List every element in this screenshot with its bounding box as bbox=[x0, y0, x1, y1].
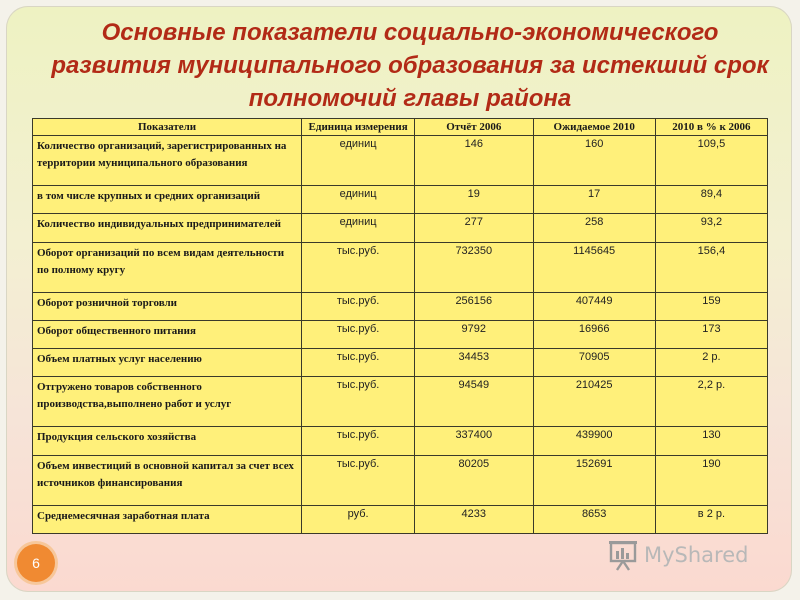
report-2006-cell: 80205 bbox=[415, 455, 533, 505]
unit-cell: тыс.руб. bbox=[302, 455, 415, 505]
expected-2010-cell: 17 bbox=[533, 186, 655, 214]
table-row bbox=[33, 377, 768, 427]
indicator-name-cell: Количество индивидуальных предпринимателей bbox=[33, 214, 302, 242]
unit-cell: тыс.руб. bbox=[302, 377, 415, 427]
myshared-logo bbox=[606, 538, 776, 572]
percent-cell: 156,4 bbox=[655, 242, 767, 292]
header-indicators: Показатели bbox=[33, 119, 302, 136]
table-row bbox=[33, 320, 768, 348]
percent-cell: 93,2 bbox=[655, 214, 767, 242]
unit-cell: руб. bbox=[302, 505, 415, 533]
presentation-board-icon bbox=[606, 538, 640, 572]
indicator-name-cell: Объем платных услуг населению bbox=[33, 349, 302, 377]
percent-cell: 109,5 bbox=[655, 136, 767, 186]
expected-2010-cell: 16966 bbox=[533, 320, 655, 348]
percent-cell: 2 р. bbox=[655, 349, 767, 377]
expected-2010-cell: 439900 bbox=[533, 427, 655, 455]
report-2006-cell: 146 bbox=[415, 136, 533, 186]
expected-2010-cell: 8653 bbox=[533, 505, 655, 533]
report-2006-cell: 94549 bbox=[415, 377, 533, 427]
unit-cell: единиц bbox=[302, 214, 415, 242]
expected-2010-cell: 152691 bbox=[533, 455, 655, 505]
unit-cell: тыс.руб. bbox=[302, 320, 415, 348]
percent-cell: 89,4 bbox=[655, 186, 767, 214]
percent-cell: 159 bbox=[655, 292, 767, 320]
expected-2010-cell: 210425 bbox=[533, 377, 655, 427]
indicator-name-cell: Среднемесячная заработная плата bbox=[33, 505, 302, 533]
indicators-table bbox=[32, 118, 768, 534]
percent-cell: 130 bbox=[655, 427, 767, 455]
percent-cell: 173 bbox=[655, 320, 767, 348]
table-header-row bbox=[33, 119, 768, 136]
indicator-name-cell: Количество организаций, зарегистрированных на территории муниципального образования bbox=[33, 136, 302, 186]
percent-cell: 2,2 р. bbox=[655, 377, 767, 427]
indicator-name-cell: Продукция сельского хозяйства bbox=[33, 427, 302, 455]
report-2006-cell: 337400 bbox=[415, 427, 533, 455]
table-row bbox=[33, 136, 768, 186]
unit-cell: тыс.руб. bbox=[302, 242, 415, 292]
expected-2010-cell: 160 bbox=[533, 136, 655, 186]
unit-cell: тыс.руб. bbox=[302, 427, 415, 455]
header-unit: Единица измерения bbox=[302, 119, 415, 136]
percent-cell: 190 bbox=[655, 455, 767, 505]
table-row bbox=[33, 505, 768, 533]
logo-text: MyShared bbox=[644, 543, 749, 567]
table-row bbox=[33, 214, 768, 242]
table-row bbox=[33, 427, 768, 455]
indicator-name-cell: Объем инвестиций в основной капитал за счет всех источников финансирования bbox=[33, 455, 302, 505]
indicator-name-cell: Оборот общественного питания bbox=[33, 320, 302, 348]
report-2006-cell: 9792 bbox=[415, 320, 533, 348]
report-2006-cell: 34453 bbox=[415, 349, 533, 377]
indicator-name-cell: Оборот организаций по всем видам деятельности по полному кругу bbox=[33, 242, 302, 292]
table-row bbox=[33, 186, 768, 214]
indicator-name-cell: Отгружено товаров собственного производства,выполнено работ и услуг bbox=[33, 377, 302, 427]
table-row bbox=[33, 455, 768, 505]
unit-cell: тыс.руб. bbox=[302, 349, 415, 377]
header-report-2006: Отчёт 2006 bbox=[415, 119, 533, 136]
report-2006-cell: 277 bbox=[415, 214, 533, 242]
report-2006-cell: 256156 bbox=[415, 292, 533, 320]
indicator-name-cell: Оборот розничной торговли bbox=[33, 292, 302, 320]
indicator-name-cell: в том числе крупных и средних организаций bbox=[33, 186, 302, 214]
header-expected-2010: Ожидаемое 2010 bbox=[533, 119, 655, 136]
slide-title: Основные показатели социально-экономического развития муниципального образования за истекший срок полномочий главы района bbox=[51, 19, 769, 112]
report-2006-cell: 732350 bbox=[415, 242, 533, 292]
table-row bbox=[33, 242, 768, 292]
unit-cell: тыс.руб. bbox=[302, 292, 415, 320]
page-number-badge: 6 bbox=[17, 544, 55, 582]
header-percent: 2010 в % к 2006 bbox=[655, 119, 767, 136]
expected-2010-cell: 1145645 bbox=[533, 242, 655, 292]
unit-cell: единиц bbox=[302, 186, 415, 214]
table-row bbox=[33, 292, 768, 320]
expected-2010-cell: 258 bbox=[533, 214, 655, 242]
unit-cell: единиц bbox=[302, 136, 415, 186]
report-2006-cell: 4233 bbox=[415, 505, 533, 533]
expected-2010-cell: 407449 bbox=[533, 292, 655, 320]
table-row bbox=[33, 349, 768, 377]
expected-2010-cell: 70905 bbox=[533, 349, 655, 377]
percent-cell: в 2 р. bbox=[655, 505, 767, 533]
report-2006-cell: 19 bbox=[415, 186, 533, 214]
